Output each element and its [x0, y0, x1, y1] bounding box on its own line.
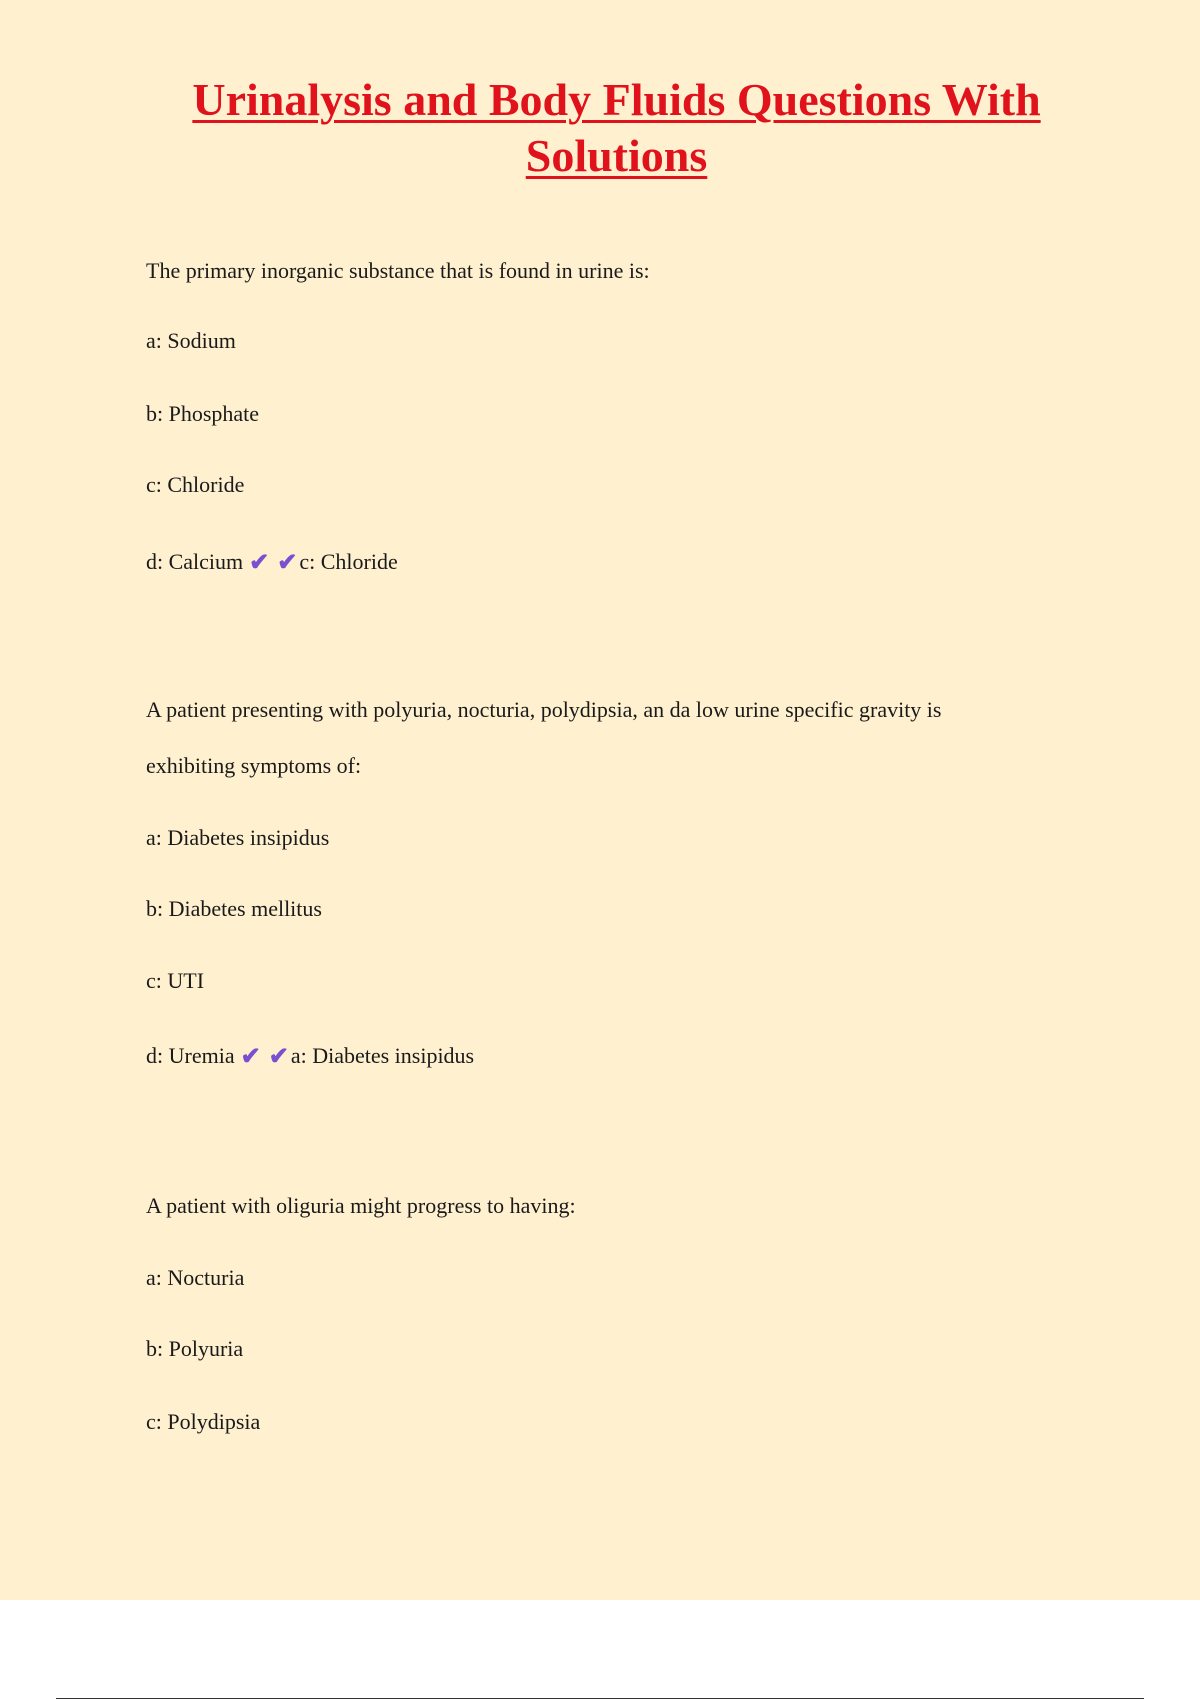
question-2-text-line-1: A patient presenting with polyuria, nocturia, polydipsia, an da low urine specific gravity is	[146, 697, 942, 722]
question-1-text: The primary inorganic substance that is found in urine is:	[146, 258, 650, 283]
question-1-option-a: a: Sodium	[146, 328, 236, 353]
question-2-option-d-with-answer	[146, 1042, 474, 1071]
question-1-option-d: d: Calcium	[146, 549, 244, 574]
question-3-option-b: b: Polyuria	[146, 1336, 244, 1361]
page-divider	[56, 1698, 1144, 1699]
question-2-option-b: b: Diabetes mellitus	[146, 896, 322, 921]
document-title	[150, 72, 1083, 184]
question-2-option-d: d: Uremia	[146, 1043, 235, 1068]
check-icon: ✔	[277, 550, 298, 576]
question-1-option-d-with-answer	[146, 548, 398, 577]
question-2-answer: a: Diabetes insipidus	[290, 1043, 475, 1068]
title-line-2: Solutions	[525, 130, 708, 181]
check-icon: ✔	[268, 1044, 289, 1070]
question-2-option-a: a: Diabetes insipidus	[146, 825, 330, 850]
question-3-option-c: c: Polydipsia	[146, 1409, 261, 1434]
question-1-option-b: b: Phosphate	[146, 401, 260, 426]
question-2-text-line-2: exhibiting symptoms of:	[146, 753, 362, 778]
question-1-option-c: c: Chloride	[146, 472, 245, 497]
question-3-option-a: a: Nocturia	[146, 1265, 245, 1290]
check-icon: ✔	[249, 550, 270, 576]
title-line-1: Urinalysis and Body Fluids Questions With	[192, 74, 1041, 125]
question-2-option-c: c: UTI	[146, 968, 205, 993]
question-3-text: A patient with oliguria might progress to having:	[146, 1193, 576, 1218]
check-icon: ✔	[240, 1044, 261, 1070]
question-1-answer: c: Chloride	[299, 549, 398, 574]
